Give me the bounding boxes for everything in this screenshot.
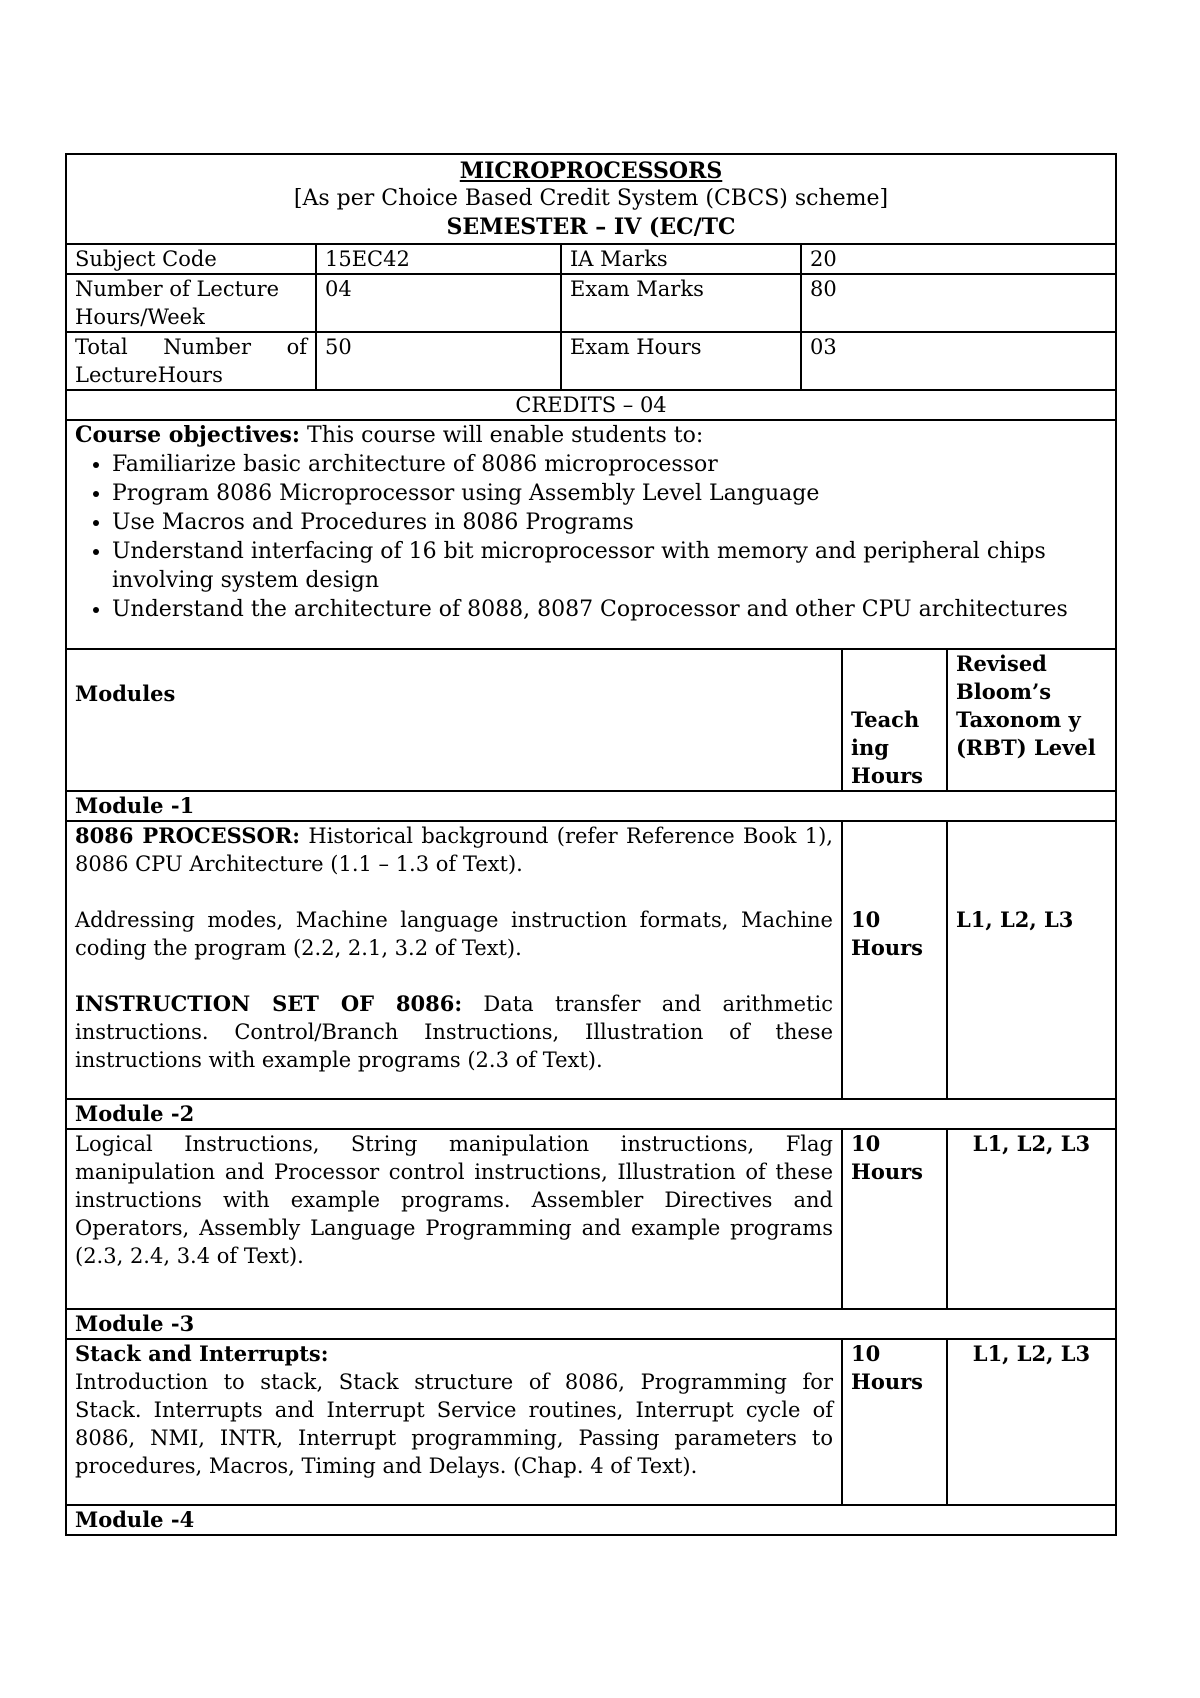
info-value: 80 <box>801 274 1116 332</box>
info-value: 15EC42 <box>316 244 561 274</box>
list-item: • Use Macros and Procedures in 8086 Programs <box>112 508 1107 537</box>
objectives-row <box>66 420 1116 649</box>
objectives-label: Course objectives: <box>75 422 301 448</box>
credits-row <box>66 390 1116 420</box>
rbt-level: L1, L2, L3 <box>947 821 1116 1099</box>
topic-heading: 8086 PROCESSOR: <box>75 823 301 848</box>
objectives-intro: This course will enable students to: <box>300 423 704 448</box>
modules-col-header: Modules <box>66 649 842 791</box>
module-label-row <box>66 1099 1116 1129</box>
topic-text: Data transfer and arithmetic instructions. Control/Branch Instructions, Illustration of these instructions with example programs (2.3 of Text). <box>75 992 833 1072</box>
rbt-level-col-header: Revised Bloom’s Taxonom y (RBT) Level <box>947 649 1116 791</box>
modules-table <box>65 648 1117 1536</box>
rbt-level: L1, L2, L3 <box>947 1339 1116 1505</box>
info-row <box>66 274 1116 332</box>
module-paragraph <box>75 990 833 1074</box>
credits: CREDITS – 04 <box>66 390 1116 420</box>
list-item: • Familiarize basic architecture of 8086 microprocessor <box>112 450 1107 479</box>
teaching-hours: 10 Hours <box>842 821 947 1099</box>
module-label: Module -3 <box>66 1309 1116 1339</box>
semester-line: SEMESTER – IV (EC/TC <box>446 214 736 240</box>
syllabus-page <box>65 153 1115 1536</box>
course-title: MICROPROCESSORS <box>459 158 723 184</box>
module-paragraph: Introduction to stack, Stack structure of 8086, Programming for Stack. Interrupts and Interrupt Service routines, Interrupt cycle of 8086, NMI, INTR, Interrupt programming, Passing parameters to procedures, Macros, Timing and Delays. (Chap. 4 of Text). <box>75 1370 833 1478</box>
info-value: 50 <box>316 332 561 390</box>
header-row <box>66 154 1116 244</box>
scheme-line: [As per Choice Based Credit System (CBCS) scheme] <box>293 186 889 211</box>
module-label-row <box>66 791 1116 821</box>
module-label-row <box>66 1505 1116 1535</box>
teaching-hours-col-header: Teach ing Hours <box>842 649 947 791</box>
info-value: 04 <box>316 274 561 332</box>
module-row <box>66 1129 1116 1309</box>
info-value: 20 <box>801 244 1116 274</box>
module-label: Module -4 <box>66 1505 1116 1535</box>
info-row <box>66 244 1116 274</box>
objectives-list <box>75 450 1107 624</box>
module-paragraph: Addressing modes, Machine language instruction formats, Machine coding the program (2.2, 2.1, 3.2 of Text). <box>75 908 833 960</box>
module-paragraph <box>75 822 833 878</box>
list-item: • Understand the architecture of 8088, 8087 Coprocessor and other CPU architectures <box>112 595 1107 624</box>
module-content <box>66 1339 842 1505</box>
teaching-hours: 10 Hours <box>842 1129 947 1309</box>
rbt-level: L1, L2, L3 <box>947 1129 1116 1309</box>
objectives-heading <box>75 421 1107 450</box>
module-row <box>66 1339 1116 1505</box>
info-label: IA Marks <box>561 244 801 274</box>
info-label: Exam Hours <box>561 332 801 390</box>
info-label: Exam Marks <box>561 274 801 332</box>
list-item: • Understand interfacing of 16 bit microprocessor with memory and peripheral chips involving system design <box>112 537 1107 595</box>
module-label-row <box>66 1309 1116 1339</box>
modules-header-row <box>66 649 1116 791</box>
module-content: Logical Instructions, String manipulation instructions, Flag manipulation and Processor control instructions, Illustration of these instructions with example programs. Assembler Directives and Operators, Assembly Language Programming and example programs (2.3, 2.4, 3.4 of Text). <box>66 1129 842 1309</box>
info-label: Total Number of LectureHours <box>66 332 316 390</box>
module-label: Module -2 <box>66 1099 1116 1129</box>
info-label: Number of Lecture Hours/Week <box>66 274 316 332</box>
module-label: Module -1 <box>66 791 1116 821</box>
topic-heading: Stack and Interrupts: <box>75 1341 329 1366</box>
info-value: 03 <box>801 332 1116 390</box>
topic-text: Historical background (refer Reference Book 1), 8086 CPU Architecture (1.1 – 1.3 of Text). <box>75 824 833 876</box>
topic-heading: INSTRUCTION SET OF 8086: <box>75 991 463 1016</box>
info-label: Subject Code <box>66 244 316 274</box>
module-content <box>66 821 842 1099</box>
module-row <box>66 821 1116 1099</box>
list-item: • Program 8086 Microprocessor using Assembly Level Language <box>112 479 1107 508</box>
course-info-table <box>65 153 1117 650</box>
info-row <box>66 332 1116 390</box>
teaching-hours: 10 Hours <box>842 1339 947 1505</box>
